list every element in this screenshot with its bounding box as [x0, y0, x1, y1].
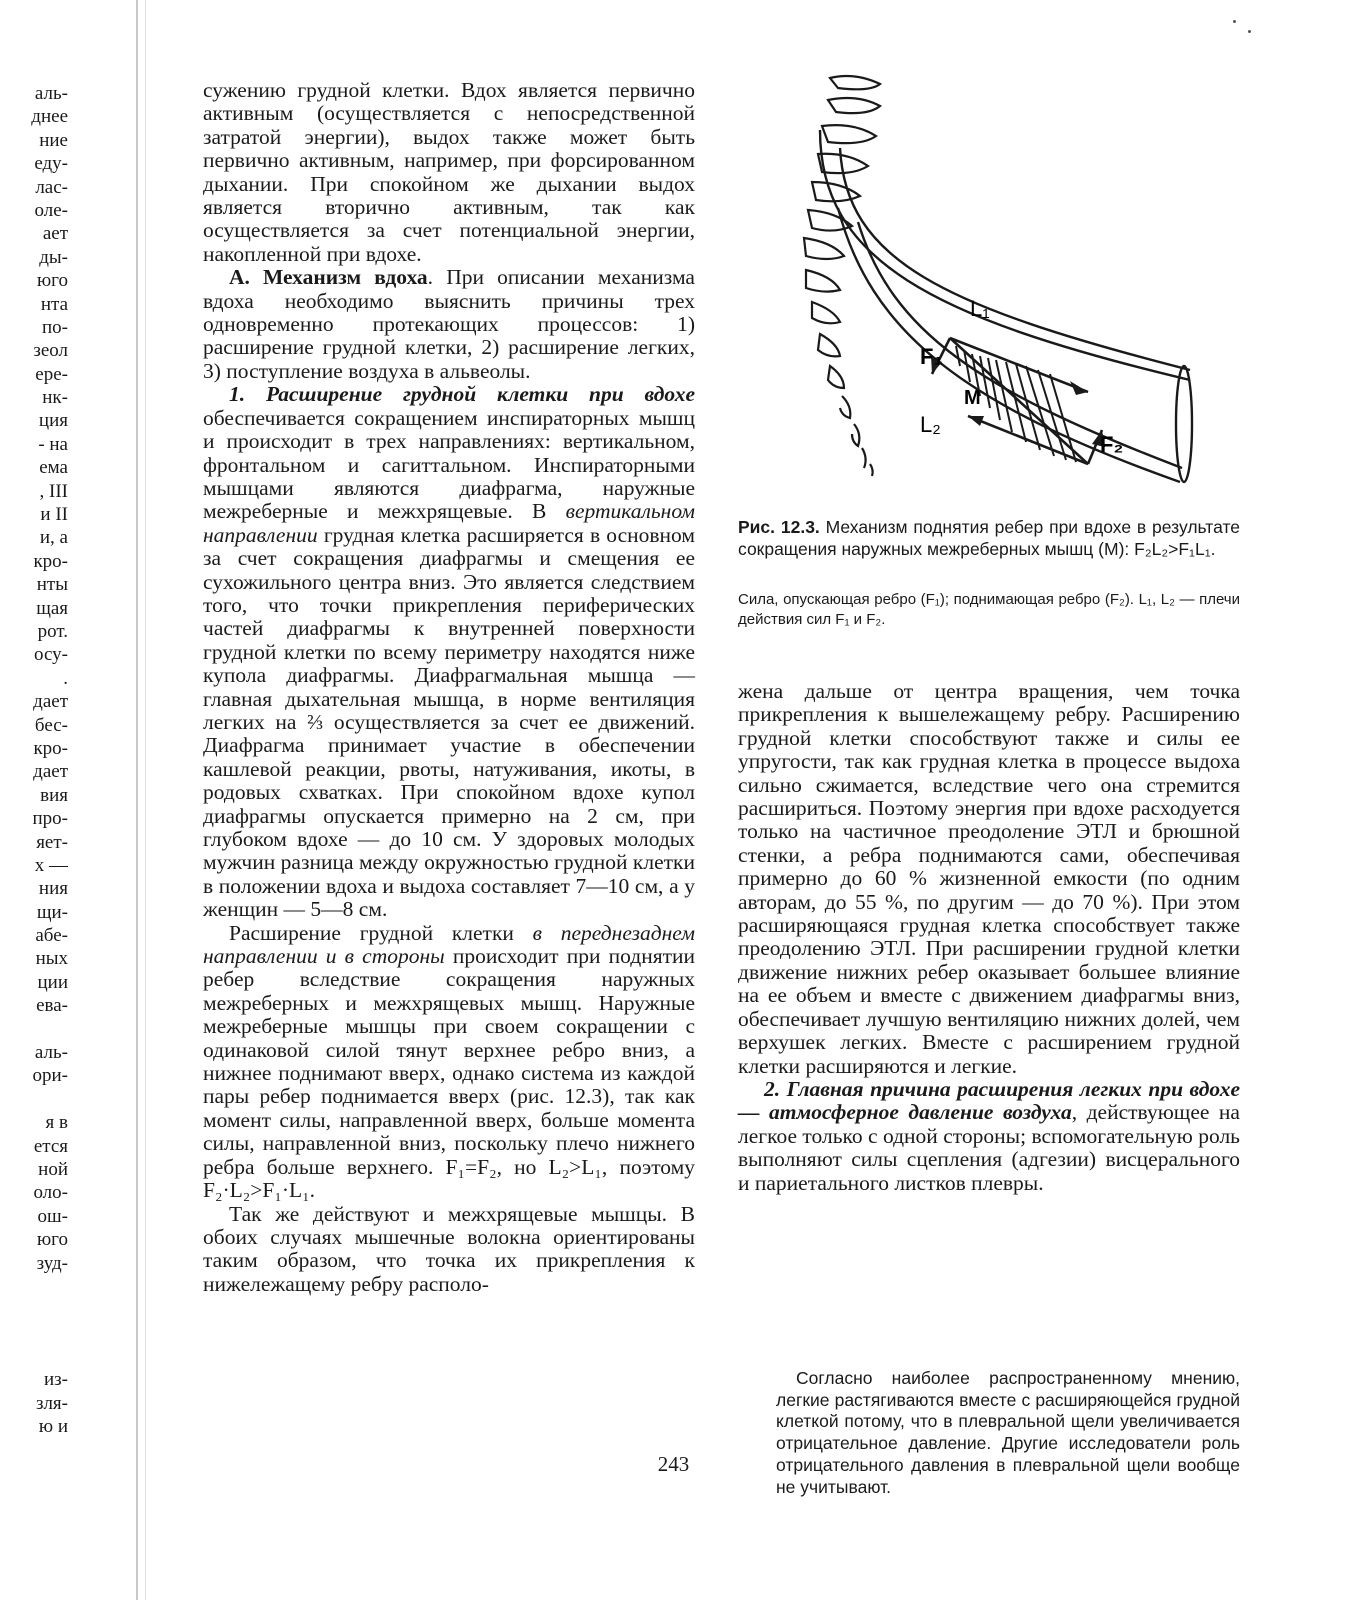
spine-vertebrae	[804, 76, 880, 476]
margin-fragment: ева-	[36, 995, 68, 1017]
margin-fragment: ции	[37, 971, 68, 993]
margin-fragment: ние	[39, 129, 68, 151]
margin-fragment: оле-	[34, 199, 68, 221]
paragraph-intro: сужению грудной клетки. Вдох является первично активным (осуществляется с непосредственной затратой энергии), выдох также может быть первично активным, например, при форсированном дыхании. При спокойном же дыхании выдох является вторично активным, так как осуществляется за счет потенциальной энергии, накопленной при вдохе.	[203, 78, 695, 266]
emphasis-text: вертикальном направлении	[203, 499, 695, 547]
margin-fragment: ю и	[38, 1416, 68, 1438]
margin-fragment: зуд-	[36, 1252, 68, 1274]
margin-fragment: ош-	[37, 1205, 68, 1227]
paragraph-text: происходит при поднятии ребер вследствие сокращения наружных межреберных и межхрящевых мышц. Наружные межреберные мышцы при своем сокращении с одинаковой силой тянут верхнее ребро вниз, а нижнее поднимают вверх, однако система из каждой пары ребер поднимается вверх (рис. 12.3), так как момент силы, направленной вверх, больше момента силы, направленной вниз, поскольку плечо нижнего ребра больше верхнего. F₁=F₂, но L₂>L₁, поэтому F₂·L₂>F₁·L₁.	[203, 944, 695, 1203]
margin-fragment: аль-	[34, 83, 68, 104]
label-f1: F₁	[920, 344, 943, 369]
paragraph-text: Расширение грудной клетки	[229, 920, 533, 945]
margin-fragment: осу-	[34, 644, 68, 666]
paragraph-inspiration-mechanism	[203, 266, 695, 383]
page-number: 243	[657, 1452, 690, 1476]
figure-caption-legend: Сила, опускающая ребро (F₁); поднимающая ребро (F₂). L₁, L₂ — плечи действия сил F₁ и F₂.	[738, 591, 1240, 628]
margin-fragment	[0, 1345, 68, 1368]
margin-fragment: ает	[42, 223, 68, 245]
paragraph-text: . При описании механизма вдоха необходимо выяснить причины трех одновременно протекающих процессов: 1) расширение грудной клетки, 2) расширение легких, 3) поступление воздуха в альвеолы.	[203, 265, 695, 383]
margin-fragment: х —	[34, 854, 68, 876]
margin-fragment: ния	[38, 878, 68, 900]
margin-fragment: нк-	[42, 387, 68, 409]
margin-fragment: юго	[36, 270, 68, 292]
margin-fragment: юго	[36, 1229, 68, 1251]
figure-caption-text: Механизм поднятия ребер при вдохе в результате сокращения наружных межреберных мышц (М): F₂L₂>F₁L₁.	[738, 517, 1240, 559]
paragraph-text: , действующее на легкое только с одной стороны; вспомогательную роль выполняют силы сцепления (адгезии) висцерального и париетального листков плевры.	[738, 1100, 1240, 1195]
margin-fragment: и II	[40, 504, 68, 526]
margin-fragment: - на	[38, 433, 68, 455]
margin-fragment: вия	[40, 784, 68, 806]
paragraph-anteroposterior	[203, 922, 695, 1203]
emphasis-text: в переднезаднем направлении и в стороны	[203, 920, 695, 969]
margin-fragment: я в	[45, 1112, 68, 1134]
margin-fragment	[0, 1298, 68, 1321]
margin-fragment: ори-	[32, 1065, 68, 1087]
figure-caption-label: Рис. 12.3.	[738, 517, 820, 537]
margin-fragment	[0, 1088, 68, 1111]
figure-caption	[738, 517, 1240, 560]
margin-fragment: щи-	[36, 901, 68, 923]
left-text-column	[203, 79, 695, 1296]
scan-speck	[1248, 30, 1251, 33]
paragraph-chest-expansion	[203, 383, 695, 921]
margin-fragment: дает	[33, 761, 68, 783]
figure-rib-mechanism	[800, 70, 1200, 510]
margin-fragment: нты	[36, 574, 68, 596]
label-l1: L₁	[970, 296, 990, 321]
right-text-column	[738, 680, 1240, 1195]
note-paragraph: Согласно наиболее распространенному мнению, легкие растягиваются вместе с расширяющейся грудной клеткой потому, что в плевральной щели увеличивается отрицательное давление. Другие исследователи роль отрицательного давления в плевральной щели вообще не учитывают.	[776, 1368, 1240, 1497]
paragraph-intercartilaginous: Так же действуют и межхрящевые мышцы. В обоих случаях мышечные волокна ориентированы таким образом, что точка их прикрепления к нижележащему ребру располо-	[203, 1201, 695, 1296]
margin-fragment: зеол	[33, 340, 68, 362]
label-m: M	[964, 387, 981, 409]
margin-fragment: из-	[43, 1369, 68, 1391]
margin-fragment: еду-	[34, 153, 68, 175]
margin-fragment: днее	[31, 106, 68, 128]
margin-fragment: по-	[42, 316, 68, 338]
label-f2: F₂	[1100, 432, 1124, 457]
margin-fragment: .	[63, 667, 68, 689]
margin-fragment	[0, 1322, 68, 1345]
section-heading-a: А. Механизм вдоха	[229, 265, 428, 290]
page-gutter-line-secondary	[145, 0, 146, 1600]
margin-fragment: дает	[33, 691, 68, 713]
margin-fragment: ется	[33, 1135, 68, 1157]
subsection-heading-1: 1. Расширение грудной клетки при вдохе	[229, 382, 695, 407]
paragraph-text: грудная клетка расширяется в основном за счет сокращения диафрагмы и смещения ее сухожильного центра вниз. Это является следствием того, что точки прикрепления периферических частей диафрагмы к внутренней поверхности грудной клетки по всему периметру находятся ниже купола диафрагмы. Диафрагмальная мышца — главная дыхательная мышца, в норме вентиляция легких на ⅔ осуществляется за счет ее движений. Диафрагма принимает участие в обеспечении кашлевой реакции, рвоты, натуживания, икоты, в родовых схватках. При спокойном вдохе купол диафрагмы опускается примерно на 2 см, при глубоком вдохе — до 10 см. У здоровых молодых мужчин разница между окружностью грудной клетки в положении вдоха и выдоха составляет 7—10 см, а у женщин — 5—8 см.	[203, 522, 695, 922]
margin-fragment: ной	[38, 1158, 68, 1180]
paragraph-text: обеспечивается сокращением инспираторных мышц и происходит в трех направлениях: вертикальном, фронтальном и сагиттальном. Инспираторными мышцами являются диафрагма, наружные межреберные и межхрящевые. В	[203, 405, 695, 524]
margin-fragment: , III	[39, 480, 68, 502]
margin-fragment: ере-	[35, 363, 68, 385]
small-print-note	[776, 1368, 1240, 1498]
margin-fragment: и, а	[39, 527, 68, 549]
margin-fragment: про-	[32, 808, 68, 830]
margin-fragment: ция	[38, 410, 68, 432]
margin-fragment: аль-	[34, 1042, 68, 1064]
label-l2: L₂	[920, 412, 941, 437]
margin-fragment: нта	[40, 293, 68, 315]
margin-fragment: оло-	[33, 1182, 68, 1204]
margin-fragment: зля-	[35, 1392, 68, 1414]
subsection-heading-2: 2. Главная причина расширения легких при вдохе — атмосферное давление воздуха	[738, 1076, 1240, 1125]
margin-fragment	[0, 1275, 68, 1298]
margin-fragment: ных	[35, 948, 68, 970]
margin-fragment: ема	[39, 457, 68, 479]
paragraph-lung-expansion	[738, 1078, 1240, 1195]
margin-fragment: яет-	[36, 831, 68, 853]
rib-diagram	[800, 70, 1200, 510]
paragraph-continuation: жена дальше от центра вращения, чем точка прикрепления к вышележащему ребру. Расширению грудной клетки способствуют также и силы ее упругости, так как грудная клетка в процессе выдоха сильно сжимается, вследствие чего она стремится расшириться. Поэтому энергия при вдохе расходуется только на частичное преодоление ЭТЛ и брюшной стенки, а ребра поднимаются сами, обеспечивая примерно до 60 % жизненной емкости (по одним авторам, до 55 %, по другим — до 70 %). При этом расширяющаяся грудная клетка способствует также преодолению ЭТЛ. При расширении грудной клетки движение нижних ребер оказывает большее влияние на ее объем и вместе с движением диафрагмы вниз, обеспечивает лучшую вентиляцию нижних долей, чем верхушек легких. Вместе с расширением грудной клетки расширяются и легкие.	[738, 679, 1240, 1078]
page-gutter-line	[136, 0, 138, 1600]
rib-outlines	[820, 130, 1192, 482]
scan-speck	[1233, 20, 1236, 23]
margin-fragment: кро-	[33, 737, 68, 759]
margin-fragment: рот.	[37, 620, 68, 642]
margin-fragment: бес-	[34, 714, 68, 736]
margin-fragment	[0, 1018, 68, 1041]
margin-fragment: абе-	[35, 925, 68, 947]
previous-page-margin-fragments	[0, 82, 68, 1439]
margin-fragment: ды-	[39, 246, 68, 268]
margin-fragment: кро-	[33, 550, 68, 572]
margin-fragment: лас-	[35, 176, 68, 198]
margin-fragment: щая	[36, 597, 68, 619]
